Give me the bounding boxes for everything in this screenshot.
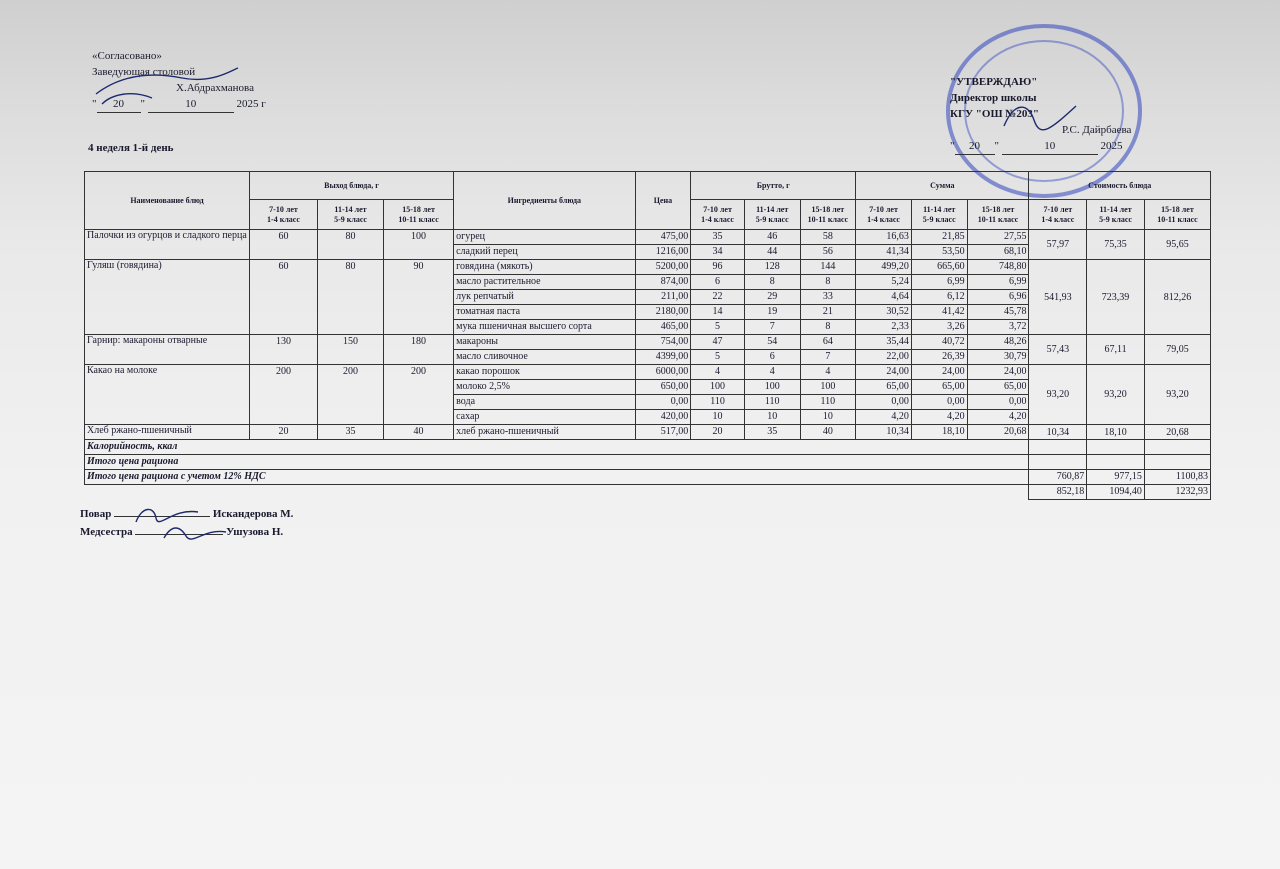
age-range: 15-18 лет [811, 204, 845, 214]
age-group-header [856, 200, 912, 230]
brutto-value: 7 [800, 350, 856, 365]
sum-value: 20,68 [967, 425, 1029, 440]
brutto-value: 20 [691, 425, 745, 440]
ingredient-price: 1216,00 [635, 245, 691, 260]
dish-name: Какао на молоке [85, 365, 250, 425]
total-row-value [1144, 455, 1210, 470]
ingredient-price: 754,00 [635, 335, 691, 350]
brutto-value: 44 [744, 245, 800, 260]
date-month-left: 10 [148, 96, 234, 113]
brutto-value: 46 [744, 230, 800, 245]
total-vat-row-value: 760,87 [1029, 470, 1087, 485]
sum-value: 40,72 [911, 335, 967, 350]
dish-output: 60 [249, 230, 317, 260]
header-price: Цена [635, 172, 691, 230]
brutto-value: 47 [691, 335, 745, 350]
sum-value: 27,55 [967, 230, 1029, 245]
age-range: 11-14 лет [756, 204, 789, 214]
ingredient-price: 465,00 [635, 320, 691, 335]
age-range: 15-18 лет [402, 204, 435, 214]
ingredient-name: томатная паста [454, 305, 635, 320]
sum-value: 499,20 [856, 260, 912, 275]
canteen-head-name-text: Х.Абдрахманова [176, 82, 254, 94]
total-vat-value: 1094,40 [1087, 485, 1145, 500]
dish-cost: 75,35 [1087, 230, 1145, 260]
sum-value: 4,20 [967, 410, 1029, 425]
approval-date-left: " 20 " 10 2025 г [92, 96, 266, 113]
brutto-value: 4 [800, 365, 856, 380]
sum-value: 65,00 [856, 380, 912, 395]
dish-output: 60 [249, 260, 317, 335]
dish-output: 80 [318, 260, 384, 335]
ingredient-name: огурец [454, 230, 635, 245]
dish-output: 130 [249, 335, 317, 365]
ingredient-name: лук репчатый [454, 290, 635, 305]
sum-value: 24,00 [911, 365, 967, 380]
date-day-right: 20 [955, 138, 995, 155]
sum-value: 41,42 [911, 305, 967, 320]
brutto-value: 10 [744, 410, 800, 425]
approved-label: "УТВЕРЖДАЮ" [950, 76, 1038, 88]
sum-value: 18,10 [911, 425, 967, 440]
total-vat-value: 852,18 [1029, 485, 1087, 500]
dish-output: 200 [249, 365, 317, 425]
dish-name: Гарнир: макароны отварные [85, 335, 250, 365]
brutto-value: 8 [800, 320, 856, 335]
calories-row-value [1144, 440, 1210, 455]
grade-range: 10-11 класс [977, 214, 1019, 224]
dish-cost: 812,26 [1144, 260, 1210, 335]
calories-row [85, 440, 1211, 455]
brutto-value: 35 [744, 425, 800, 440]
grade-range: 5-9 класс [334, 214, 367, 224]
ingredient-price: 420,00 [635, 410, 691, 425]
age-range: 11-14 лет [1099, 204, 1132, 214]
brutto-value: 100 [744, 380, 800, 395]
total-vat-values-row [85, 485, 1211, 500]
sum-value: 6,99 [911, 275, 967, 290]
grade-range: 1-4 класс [1041, 214, 1075, 224]
sum-value: 5,24 [856, 275, 912, 290]
table-row [85, 425, 1211, 440]
sum-value: 16,63 [856, 230, 912, 245]
ingredient-price: 6000,00 [635, 365, 691, 380]
age-range: 11-14 лет [923, 204, 956, 214]
table-row [85, 335, 1211, 350]
brutto-value: 8 [744, 275, 800, 290]
ingredient-name: мука пшеничная высшего сорта [454, 320, 635, 335]
brutto-value: 54 [744, 335, 800, 350]
ingredient-name: вода [454, 395, 635, 410]
sum-value: 3,72 [967, 320, 1029, 335]
sum-value: 22,00 [856, 350, 912, 365]
total-row-value [1029, 455, 1087, 470]
age-group-header [318, 200, 384, 230]
ingredient-name: сладкий перец [454, 245, 635, 260]
menu-body [85, 230, 1211, 500]
age-range: 15-18 лет [1161, 204, 1194, 214]
dish-cost: 93,20 [1029, 365, 1087, 425]
dish-cost: 541,93 [1029, 260, 1087, 335]
director-label: Директор школы [950, 92, 1037, 104]
cook-label: Повар [80, 508, 112, 520]
dish-output: 90 [384, 260, 454, 335]
sum-value: 21,85 [911, 230, 967, 245]
sum-value: 0,00 [856, 395, 912, 410]
signature-canteen-head [92, 64, 242, 108]
age-range: 7-10 лет [1043, 204, 1073, 214]
total-vat-row-label: Итого цена рациона с учетом 12% НДС [85, 470, 1029, 485]
brutto-value: 19 [744, 305, 800, 320]
age-group-header [691, 200, 745, 230]
dish-output: 180 [384, 335, 454, 365]
sum-value: 0,00 [911, 395, 967, 410]
brutto-value: 14 [691, 305, 745, 320]
age-range: 15-18 лет [981, 204, 1015, 214]
dish-name: Палочки из огурцов и сладкого перца [85, 230, 250, 260]
calories-row-value [1087, 440, 1145, 455]
brutto-value: 7 [744, 320, 800, 335]
brutto-value: 29 [744, 290, 800, 305]
dish-output: 80 [318, 230, 384, 260]
date-year-left: 2025 г [236, 98, 266, 110]
calories-row-label: Калорийность, ккал [85, 440, 1029, 455]
brutto-value: 5 [691, 320, 745, 335]
grade-range: 10-11 класс [1157, 214, 1198, 224]
brutto-value: 4 [744, 365, 800, 380]
total-vat-row-value: 1100,83 [1144, 470, 1210, 485]
brutto-value: 100 [691, 380, 745, 395]
date-day-left: 20 [97, 96, 141, 113]
total-vat-value: 1232,93 [1144, 485, 1210, 500]
sum-value: 24,00 [967, 365, 1029, 380]
sum-value: 68,10 [967, 245, 1029, 260]
header-ingredients: Ингредиенты блюда [454, 172, 635, 230]
brutto-value: 110 [800, 395, 856, 410]
ingredient-name: молоко 2,5% [454, 380, 635, 395]
calories-row-value [1029, 440, 1087, 455]
sum-value: 26,39 [911, 350, 967, 365]
sum-value: 6,96 [967, 290, 1029, 305]
nurse-name: Ушузова Н. [226, 526, 284, 538]
sum-value: 6,12 [911, 290, 967, 305]
table-row [85, 365, 1211, 380]
sum-value: 53,50 [911, 245, 967, 260]
ingredient-name: говядина (мякоть) [454, 260, 635, 275]
header-dish: Наименование блюд [85, 172, 250, 230]
brutto-value: 10 [691, 410, 745, 425]
dish-output: 150 [318, 335, 384, 365]
dish-output: 100 [384, 230, 454, 260]
grade-range: 5-9 класс [1099, 214, 1132, 224]
age-group-header [1029, 200, 1087, 230]
ingredient-price: 4399,00 [635, 350, 691, 365]
signature-nurse [160, 522, 230, 544]
sum-value: 35,44 [856, 335, 912, 350]
brutto-value: 100 [800, 380, 856, 395]
brutto-value: 34 [691, 245, 745, 260]
sum-value: 65,00 [967, 380, 1029, 395]
date-year-right: 2025 [1100, 140, 1123, 152]
sum-value: 45,78 [967, 305, 1029, 320]
age-group-header [744, 200, 800, 230]
dish-cost: 20,68 [1144, 425, 1210, 440]
cook-name: Искандерова М. [212, 508, 294, 520]
grade-range: 5-9 класс [755, 214, 789, 224]
dish-cost: 93,20 [1144, 365, 1210, 425]
school-name: КГУ "ОШ №203" [950, 108, 1039, 120]
director-name-text: Р.С. Дайрбаева [1062, 124, 1132, 136]
total-vat-row [85, 470, 1211, 485]
age-group-header [249, 200, 317, 230]
ingredient-price: 650,00 [635, 380, 691, 395]
brutto-value: 4 [691, 365, 745, 380]
brutto-value: 6 [691, 275, 745, 290]
brutto-value: 40 [800, 425, 856, 440]
sum-value: 4,20 [856, 410, 912, 425]
sum-value: 748,80 [967, 260, 1029, 275]
brutto-value: 128 [744, 260, 800, 275]
sum-value: 24,00 [856, 365, 912, 380]
date-month-right: 10 [1002, 138, 1098, 155]
brutto-value: 56 [800, 245, 856, 260]
total-vat-row-value: 977,15 [1087, 470, 1145, 485]
dish-cost: 79,05 [1144, 335, 1210, 365]
ingredient-price: 0,00 [635, 395, 691, 410]
sum-value: 10,34 [856, 425, 912, 440]
menu-table [84, 171, 1211, 500]
week-day-title: 4 неделя 1-й день [88, 142, 174, 154]
sum-value: 2,33 [856, 320, 912, 335]
ingredient-name: сахар [454, 410, 635, 425]
sum-value: 0,00 [967, 395, 1029, 410]
ingredient-name: хлеб ржано-пшеничный [454, 425, 635, 440]
dish-name: Хлеб ржано-пшеничный [85, 425, 250, 440]
brutto-value: 144 [800, 260, 856, 275]
nurse-label: Медсестра [80, 526, 133, 538]
ingredient-name: какао порошок [454, 365, 635, 380]
age-group-header [800, 200, 856, 230]
brutto-value: 35 [691, 230, 745, 245]
ingredient-price: 5200,00 [635, 260, 691, 275]
ingredient-name: масло сливочное [454, 350, 635, 365]
dish-cost: 10,34 [1029, 425, 1087, 440]
sum-value: 30,79 [967, 350, 1029, 365]
brutto-value: 10 [800, 410, 856, 425]
sum-value: 4,64 [856, 290, 912, 305]
brutto-value: 96 [691, 260, 745, 275]
grade-range: 10-11 класс [807, 214, 849, 224]
dish-output: 20 [249, 425, 317, 440]
brutto-value: 22 [691, 290, 745, 305]
age-group-header [1087, 200, 1145, 230]
brutto-value: 8 [800, 275, 856, 290]
ingredient-price: 211,00 [635, 290, 691, 305]
signature-director [1000, 96, 1080, 136]
brutto-value: 33 [800, 290, 856, 305]
dish-cost: 18,10 [1087, 425, 1145, 440]
sum-value: 4,20 [911, 410, 967, 425]
sum-value: 30,52 [856, 305, 912, 320]
canteen-head-label: Заведующая столовой [92, 66, 196, 78]
age-range: 11-14 лет [334, 204, 367, 214]
grade-range: 1-4 класс [267, 214, 300, 224]
age-range: 7-10 лет [703, 204, 732, 214]
age-range: 7-10 лет [269, 204, 298, 214]
agreed-label: «Согласовано» [92, 50, 162, 62]
grade-range: 1-4 класс [701, 214, 734, 224]
dish-name: Гуляш (говядина) [85, 260, 250, 335]
age-group-header [911, 200, 967, 230]
dish-cost: 95,65 [1144, 230, 1210, 260]
grade-range: 10-11 класс [398, 214, 439, 224]
table-row [85, 260, 1211, 275]
age-group-header [1144, 200, 1210, 230]
ingredient-price: 874,00 [635, 275, 691, 290]
sum-value: 3,26 [911, 320, 967, 335]
header-cost: Стоимость блюда [1029, 172, 1211, 200]
brutto-value: 110 [691, 395, 745, 410]
sum-value: 6,99 [967, 275, 1029, 290]
dish-output: 200 [318, 365, 384, 425]
dish-cost: 57,97 [1029, 230, 1087, 260]
ingredient-price: 2180,00 [635, 305, 691, 320]
blank-cell [85, 485, 1029, 500]
sum-value: 65,00 [911, 380, 967, 395]
brutto-value: 58 [800, 230, 856, 245]
sum-value: 665,60 [911, 260, 967, 275]
dish-cost: 93,20 [1087, 365, 1145, 425]
brutto-value: 64 [800, 335, 856, 350]
age-group-header [384, 200, 454, 230]
total-row-label: Итого цена рациона [85, 455, 1029, 470]
dish-output: 35 [318, 425, 384, 440]
ingredient-name: макароны [454, 335, 635, 350]
dish-output: 40 [384, 425, 454, 440]
ingredient-price: 517,00 [635, 425, 691, 440]
approval-date-right: " 20 " 10 2025 [950, 138, 1131, 155]
grade-range: 1-4 класс [867, 214, 900, 224]
brutto-value: 5 [691, 350, 745, 365]
ingredient-price: 475,00 [635, 230, 691, 245]
total-row-value [1087, 455, 1145, 470]
brutto-value: 6 [744, 350, 800, 365]
header-brutto: Брутто, г [691, 172, 856, 200]
grade-range: 5-9 класс [922, 214, 956, 224]
total-row [85, 455, 1211, 470]
header-sum: Сумма [856, 172, 1029, 200]
ingredient-name: масло растительное [454, 275, 635, 290]
header-output: Выход блюда, г [249, 172, 453, 200]
sum-value: 48,26 [967, 335, 1029, 350]
dish-output: 200 [384, 365, 454, 425]
age-range: 7-10 лет [869, 204, 898, 214]
age-group-header [967, 200, 1029, 230]
dish-cost: 57,43 [1029, 335, 1087, 365]
table-row [85, 230, 1211, 245]
dish-cost: 723,39 [1087, 260, 1145, 335]
sum-value: 41,34 [856, 245, 912, 260]
brutto-value: 110 [744, 395, 800, 410]
brutto-value: 21 [800, 305, 856, 320]
dish-cost: 67,11 [1087, 335, 1145, 365]
